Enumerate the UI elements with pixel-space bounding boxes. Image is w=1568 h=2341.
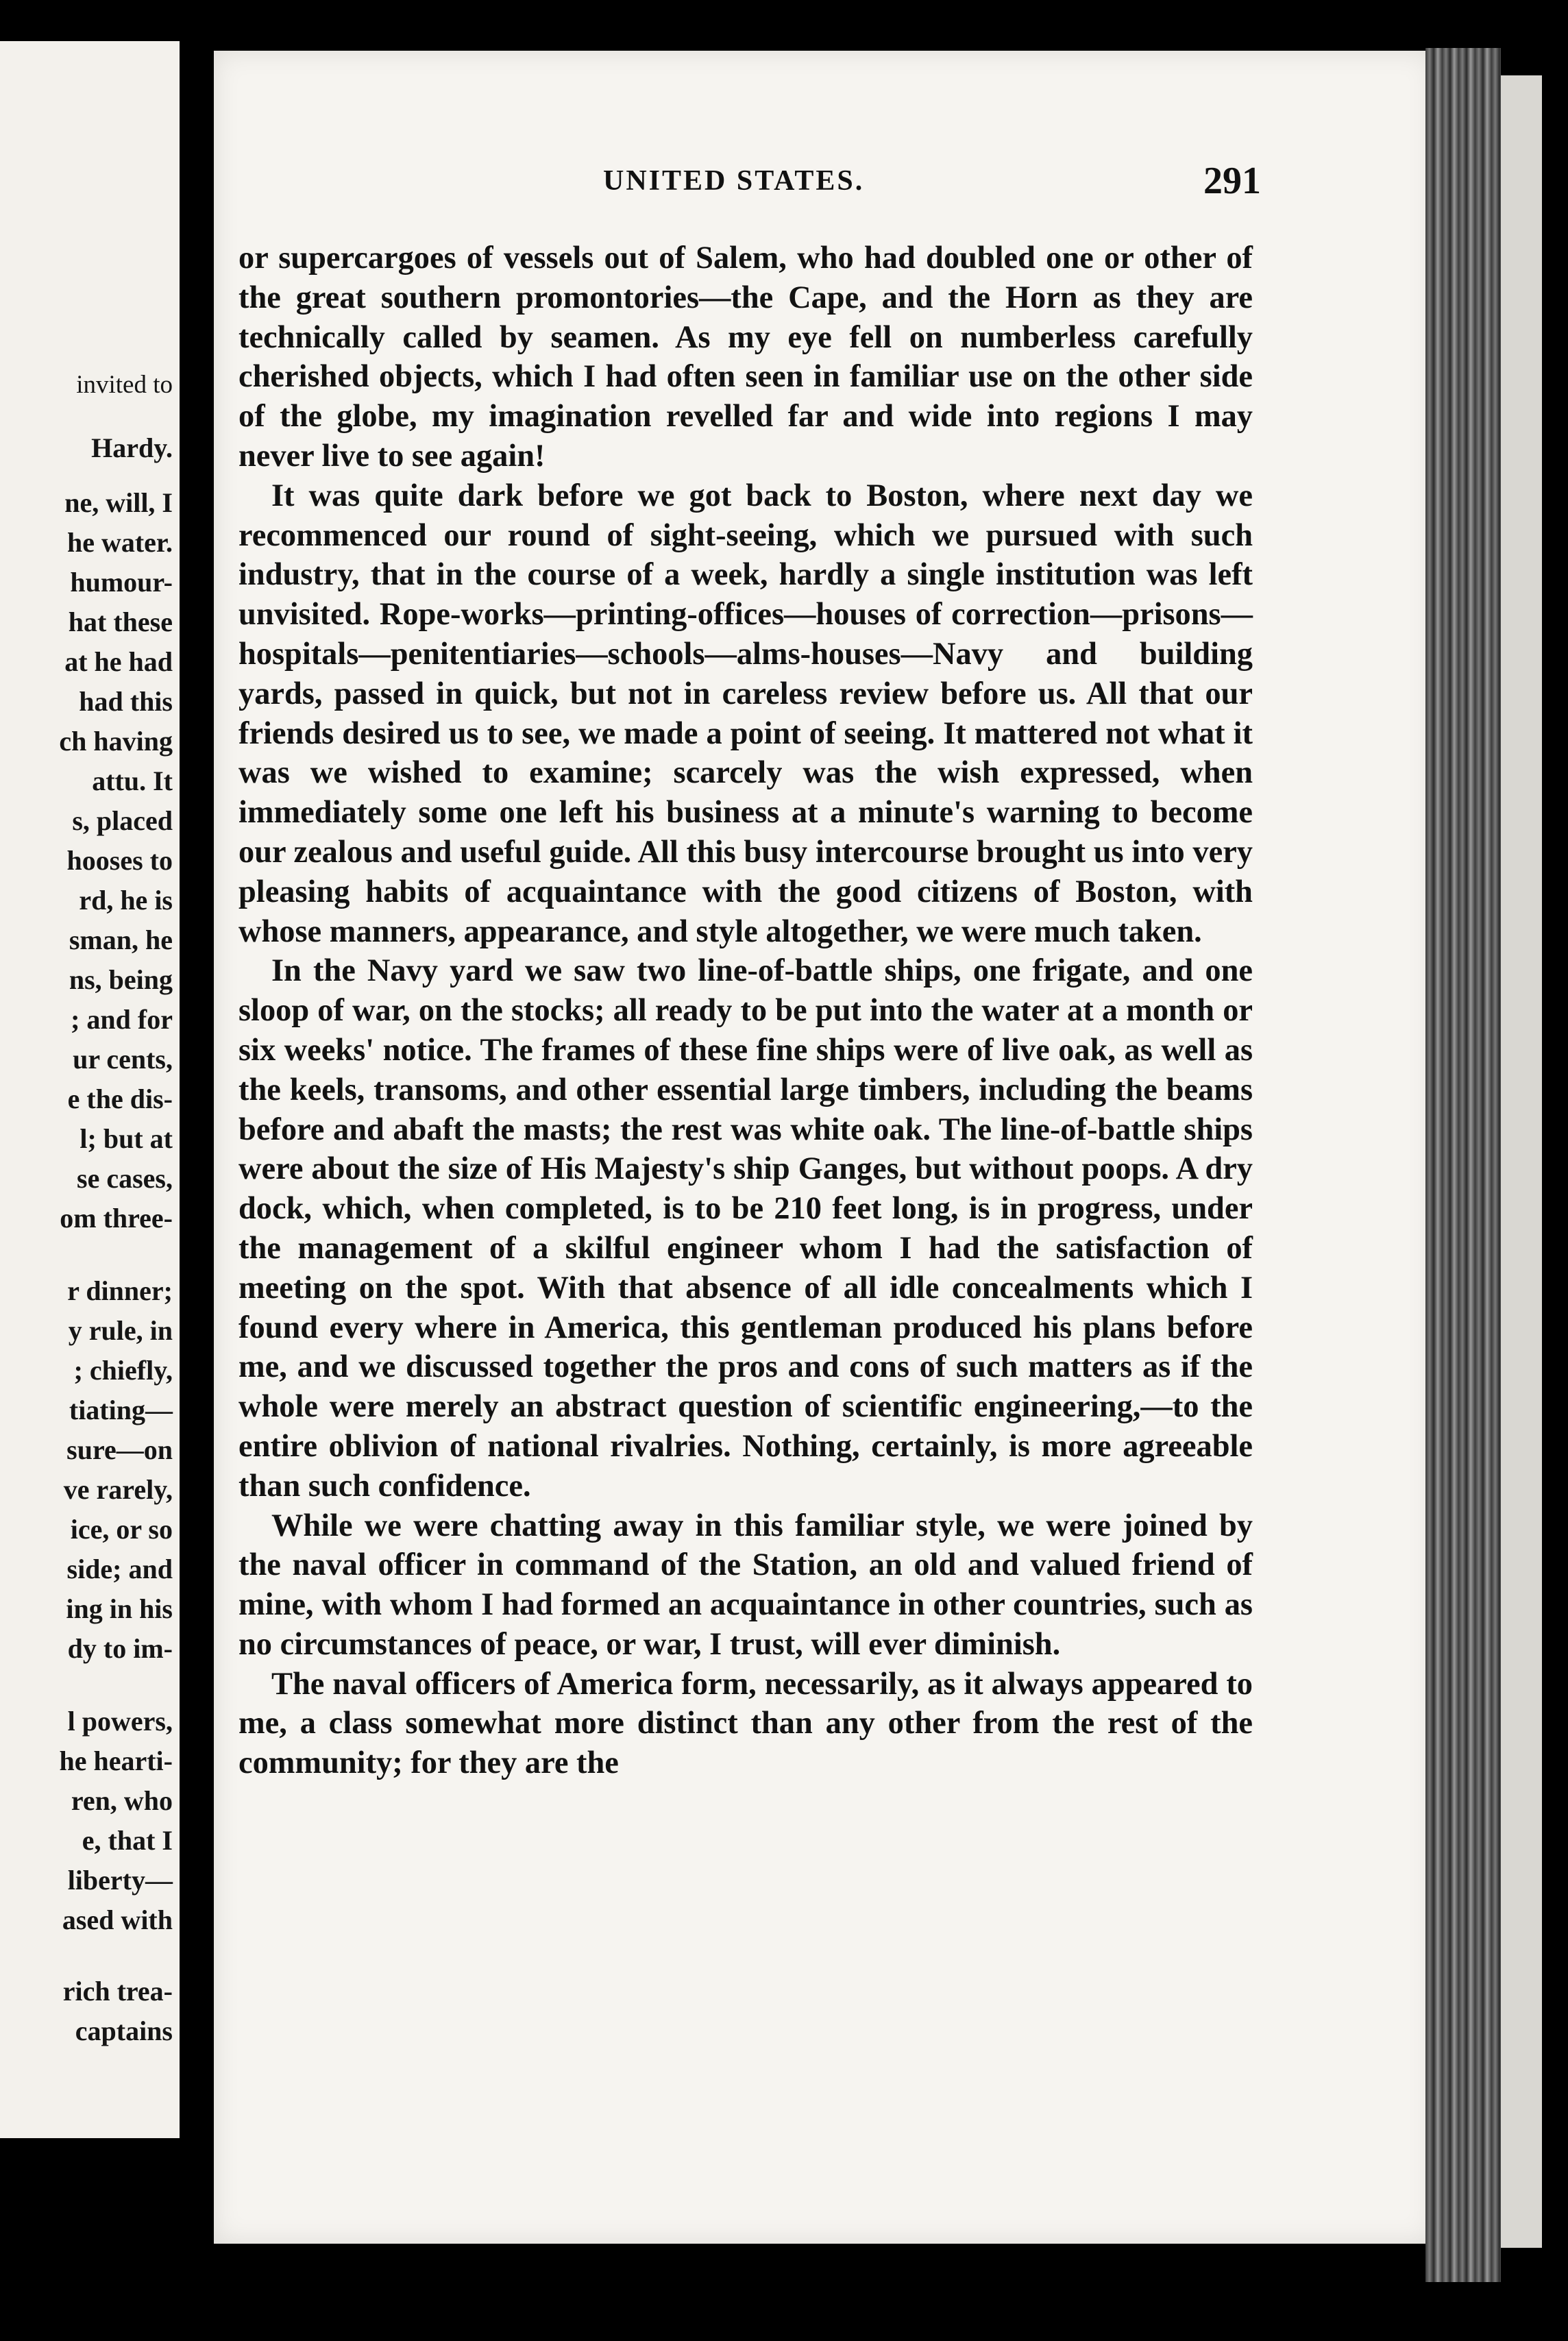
- left-page-line: ing in his: [66, 1593, 173, 1624]
- page-edge-strip: [1501, 75, 1542, 2248]
- left-page-line: ns, being: [69, 964, 173, 995]
- left-page-line: he hearti-: [59, 1745, 173, 1776]
- left-facing-page: [0, 41, 180, 2138]
- page-header: [240, 110, 1275, 202]
- left-page-line: e, that I: [82, 1825, 173, 1856]
- left-page-line: he water.: [66, 527, 173, 558]
- left-page-line: hat these: [68, 606, 173, 637]
- left-page-line: ur cents,: [73, 1044, 173, 1075]
- left-page-line: ice, or so: [70, 1514, 173, 1545]
- left-page-line: sure—on: [66, 1434, 173, 1465]
- left-page-line: ve rarely,: [63, 1474, 173, 1505]
- left-page-line: captains: [75, 2015, 173, 2046]
- left-page-line: side; and: [66, 1554, 173, 1584]
- left-page-line: l powers,: [67, 1706, 173, 1737]
- left-page-line: om three-: [60, 1203, 173, 1234]
- left-page-line: Hardy.: [91, 432, 173, 463]
- left-page-line: liberty—: [67, 1865, 173, 1896]
- left-page-line: at he had: [64, 646, 173, 677]
- left-page-line: humour-: [70, 567, 173, 598]
- left-page-line: s, placed: [72, 805, 173, 836]
- paragraph-2: It was quite dark before we got back to Boston, where next day we recommenced our round of sight-seeing, which we pursued with such industry, that in the course of a week, hardly a single institution was left unvisited. Rope-works—printing-offices—houses of correction—prisons—hospitals—penitentiaries—schools—alms-houses—Navy and building yards, passed in quick, but not in careless review before us. All that our friends desired us to see, we made a point of seeing. It mattered not what it was we wished to examine; scarcely was the wish expressed, when immediately some one left his business at a minute's warning to become our zealous and useful guide. All this busy intercourse brought us into very pleasing habits of acquaintance with the good citizens of Boston, with whose manners, appearance, and style altogether, we were much taken.: [238, 478, 1253, 949]
- left-page-line: invited to: [76, 371, 173, 399]
- left-page-line: attu. It: [92, 765, 173, 796]
- left-page-line: hooses to: [66, 845, 173, 876]
- left-page-line: rd, he is: [79, 885, 173, 916]
- left-page-line: ased with: [62, 1904, 173, 1935]
- paragraph-1: or supercargoes of vessels out of Salem, who had doubled one or other of the great southern promontories—the Cape, and the Horn as they are technically called by seamen. As my eye fell on numberless carefully cherished objects, which I had often seen in familiar use on the other side of the globe, my imagination revelled far and wide into regions I may never live to see again!: [238, 241, 1253, 474]
- left-page-line: se cases,: [77, 1163, 173, 1194]
- left-page-line: sman, he: [69, 924, 173, 955]
- left-page-line: ; chiefly,: [73, 1355, 173, 1386]
- left-page-line: had this: [79, 686, 173, 717]
- left-page-line: ch having: [59, 726, 173, 757]
- paragraph-5: The naval officers of America form, necessarily, as it always appeared to me, a class somewhat more distinct than any other from the rest of the community; for they are the: [238, 1666, 1253, 1781]
- left-page-line: tiating—: [69, 1395, 173, 1425]
- paragraph-3: In the Navy yard we saw two line-of-battle ships, one frigate, and one sloop of war, on the stocks; all ready to be put into the water at a month or six weeks' notice. The frames of these fine ships were of live oak, as well as the keels, transoms, and other essential large timbers, including the beams before and abaft the masts; the rest was white oak. The line-of-battle ships were about the size of His Majesty's ship Ganges, but without poops. A dry dock, which, when completed, is to be 210 feet long, is in progress, under the management of a skilful engineer whom I had the satisfaction of meeting on the spot. With that absence of all idle concealments which I found every where in America, this gentleman produced his plans before me, and we discussed together the pros and cons of such matters as if the whole were merely an abstract question of scientific engineering,—to the entire oblivion of national rivalries. Nothing, certainly, is more agreeable than such confidence.: [238, 953, 1253, 1504]
- paragraph-4: While we were chatting away in this familiar style, we were joined by the naval officer in command of the Station, an old and valued friend of mine, with whom I had formed an acquaintance in other countries, such as no circumstances of peace, or war, I trust, will ever diminish.: [238, 1508, 1253, 1662]
- left-page-line: rich trea-: [62, 1976, 173, 2007]
- left-page-line: l; but at: [79, 1123, 173, 1154]
- left-page-line: dy to im-: [67, 1633, 173, 1664]
- body-text: [238, 238, 1253, 1783]
- left-page-line: e the dis-: [67, 1083, 173, 1114]
- left-page-line: ; and for: [71, 1004, 173, 1035]
- left-page-line: r dinner;: [67, 1275, 173, 1306]
- left-page-line: ren, who: [71, 1785, 173, 1816]
- running-head: UNITED STATES.: [603, 165, 865, 197]
- binding-edge: [1425, 48, 1501, 2282]
- left-page-line: ne, will, I: [64, 487, 173, 518]
- page-number: 291: [1203, 160, 1261, 202]
- left-page-line: y rule, in: [68, 1315, 173, 1346]
